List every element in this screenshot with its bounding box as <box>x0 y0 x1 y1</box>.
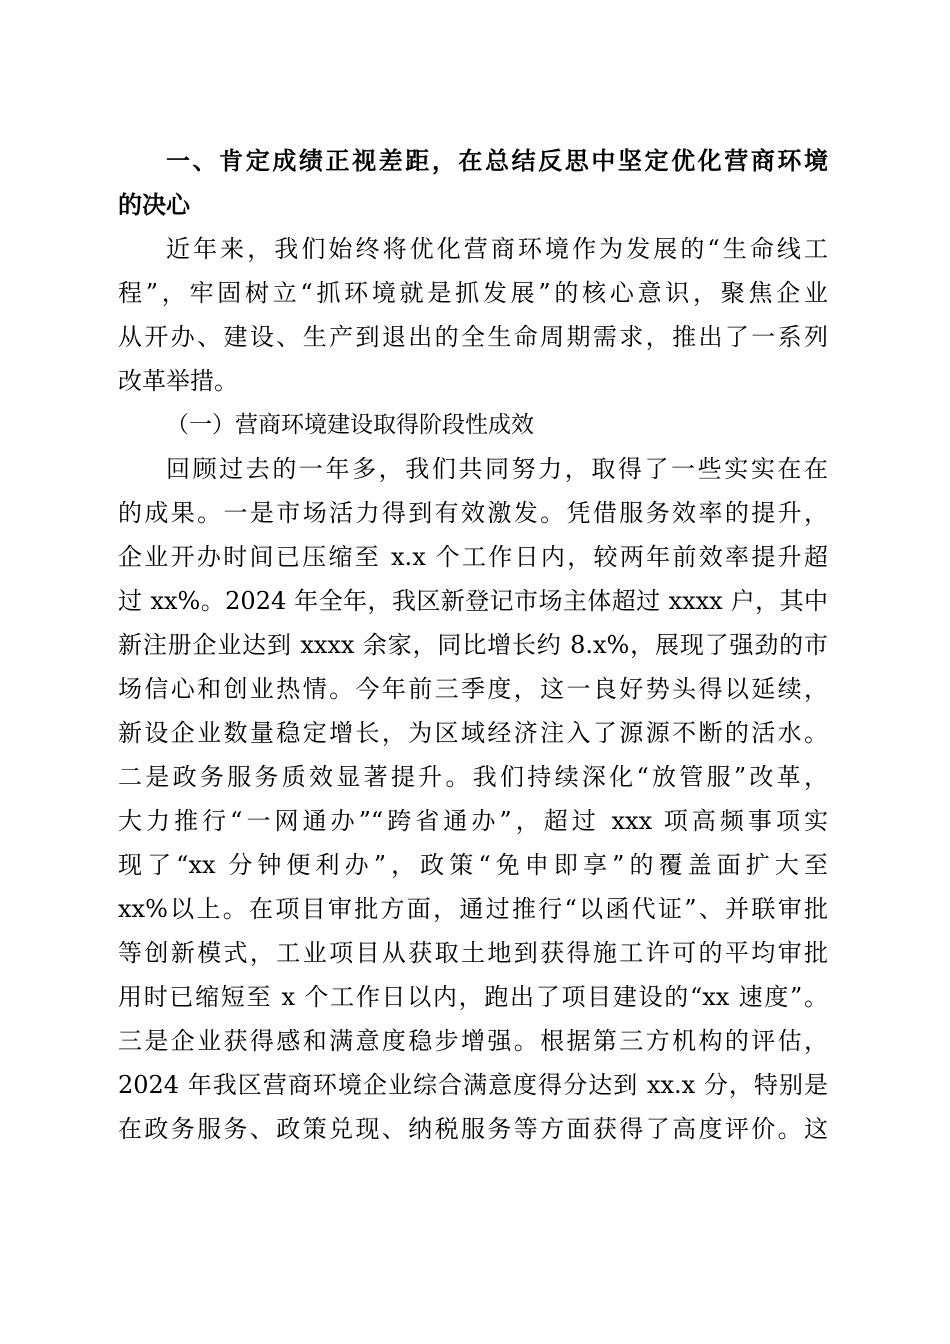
body-line-14: 三是企业获得感和满意度稳步增强。根据第三方机构的评估， <box>118 1027 828 1055</box>
body-line-7: 新设企业数量稳定增长，为区域经济注入了源源不断的活水。 <box>118 719 828 747</box>
body-line-10: 现了“xx 分钟便利办”，政策“免申即享”的覆盖面扩大至 <box>118 851 828 879</box>
body-line-3: 企业开办时间已压缩至 x.x 个工作日内，较两年前效率提升超 <box>118 543 828 571</box>
body-line-4: 过 xx%。2024 年全年，我区新登记市场主体超过 xxxx 户，其中 <box>118 587 828 615</box>
body-line-12: 等创新模式，工业项目从获取土地到获得施工许可的平均审批 <box>118 939 828 967</box>
body-line-9: 大力推行“一网通办”“跨省通办”，超过 xxx 项高频事项实 <box>118 807 828 835</box>
body-line-16: 在政务服务、政策兑现、纳税服务等方面获得了高度评价。这 <box>118 1115 828 1143</box>
intro-line-2: 程”，牢固树立“抓环境就是抓发展”的核心意识，聚焦企业 <box>118 279 828 307</box>
body-line-13: 用时已缩短至 x 个工作日以内，跑出了项目建设的“xx 速度”。 <box>118 983 828 1011</box>
intro-line-4: 改革举措。 <box>118 367 238 395</box>
section-heading-line-1: 一、肯定成绩正视差距，在总结反思中坚定优化营商环境 <box>166 147 828 175</box>
body-line-1: 回顾过去的一年多，我们共同努力，取得了一些实实在在 <box>166 455 828 483</box>
intro-line-1: 近年来，我们始终将优化营商环境作为发展的“生命线工 <box>166 235 828 263</box>
body-line-6: 场信心和创业热情。今年前三季度，这一良好势头得以延续， <box>118 675 828 703</box>
body-line-2: 的成果。一是市场活力得到有效激发。凭借服务效率的提升， <box>118 499 828 527</box>
subsection-heading: （一）营商环境建设取得阶段性成效 <box>166 412 534 438</box>
body-line-11: xx%以上。在项目审批方面，通过推行“以函代证”、并联审批 <box>118 895 828 923</box>
section-heading-line-2: 的决心 <box>118 191 190 219</box>
body-line-15: 2024 年我区营商环境企业综合满意度得分达到 xx.x 分，特别是 <box>118 1071 828 1099</box>
intro-line-3: 从开办、建设、生产到退出的全生命周期需求，推出了一系列 <box>118 323 828 351</box>
body-line-5: 新注册企业达到 xxxx 余家，同比增长约 8.x%，展现了强劲的市 <box>118 631 828 659</box>
document-body <box>118 139 828 1151</box>
body-line-8: 二是政务服务质效显著提升。我们持续深化“放管服”改革， <box>118 763 828 791</box>
